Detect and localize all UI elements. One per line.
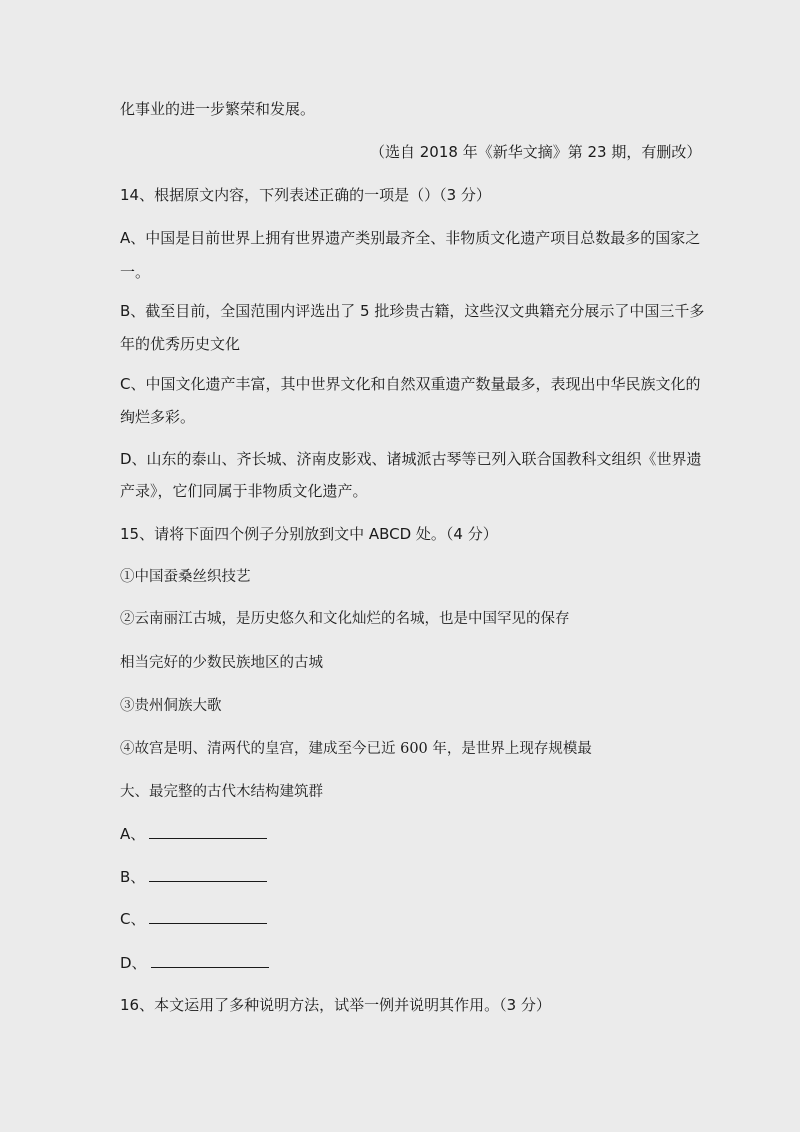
question-15-example-4: ④故宫是明、清两代的皇宫，建成至今已近 600 年，是世界上现存规模最 [120, 741, 592, 757]
answer-blank-d-label: D、 [120, 954, 147, 972]
answer-blank-b-label: B、 [120, 868, 146, 886]
question-14-stem: 14、根据原文内容，下列表述正确的一项是（）（3 分） [120, 186, 491, 204]
answer-blank-a-line[interactable] [149, 824, 267, 839]
question-15-example-4-cont: 大、最完整的古代木结构建筑群 [120, 784, 323, 800]
question-15-example-2: ②云南丽江古城，是历史悠久和文化灿烂的名城，也是中国罕见的保存 [120, 611, 570, 627]
answer-blank-b-line[interactable] [149, 867, 267, 882]
question-14-option-a: A、中国是目前世界上拥有世界遗产类别最齐全、非物质文化遗产项目总数最多的国家之 [120, 229, 701, 247]
question-15-example-1: ①中国蚕桑丝织技艺 [120, 569, 251, 585]
answer-blank-d [120, 953, 269, 973]
answer-blank-c-line[interactable] [149, 909, 267, 924]
answer-blank-c [120, 909, 267, 929]
question-14-option-c: C、中国文化遗产丰富，其中世界文化和自然双重遗产数量最多，表现出中华民族文化的 [120, 375, 701, 393]
answer-blank-a-label: A、 [120, 825, 146, 843]
intro-line: 化事业的进一步繁荣和发展。 [120, 100, 316, 118]
question-15-example-2-cont: 相当完好的少数民族地区的古城 [120, 655, 323, 671]
question-15-stem: 15、请将下面四个例子分别放到文中 ABCD 处。（4 分） [120, 525, 498, 543]
answer-blank-c-label: C、 [120, 910, 146, 928]
source-citation: （选自 2018 年《新华文摘》第 23 期，有删改） [370, 143, 702, 161]
answer-blank-a [120, 824, 267, 844]
question-14-option-b-cont: 年的优秀历史文化 [120, 335, 241, 353]
question-14-option-a-cont: 一。 [120, 263, 151, 281]
answer-blank-d-line[interactable] [151, 953, 269, 968]
question-14-option-b: B、截至目前，全国范围内评选出了 5 批珍贵古籍，这些汉文典籍充分展示了中国三千多 [120, 302, 705, 320]
question-16-stem: 16、本文运用了多种说明方法，试举一例并说明其作用。（3 分） [120, 996, 551, 1014]
question-15-example-3: ③贵州侗族大歌 [120, 698, 222, 714]
question-14-option-d: D、山东的泰山、齐长城、济南皮影戏、诸城派古琴等已列入联合国教科文组织《世界遗 [120, 450, 702, 468]
answer-blank-b [120, 867, 267, 887]
question-14-option-c-cont: 绚烂多彩。 [120, 408, 196, 426]
question-14-option-d-cont: 产录》，它们同属于非物质文化遗产。 [120, 482, 368, 500]
